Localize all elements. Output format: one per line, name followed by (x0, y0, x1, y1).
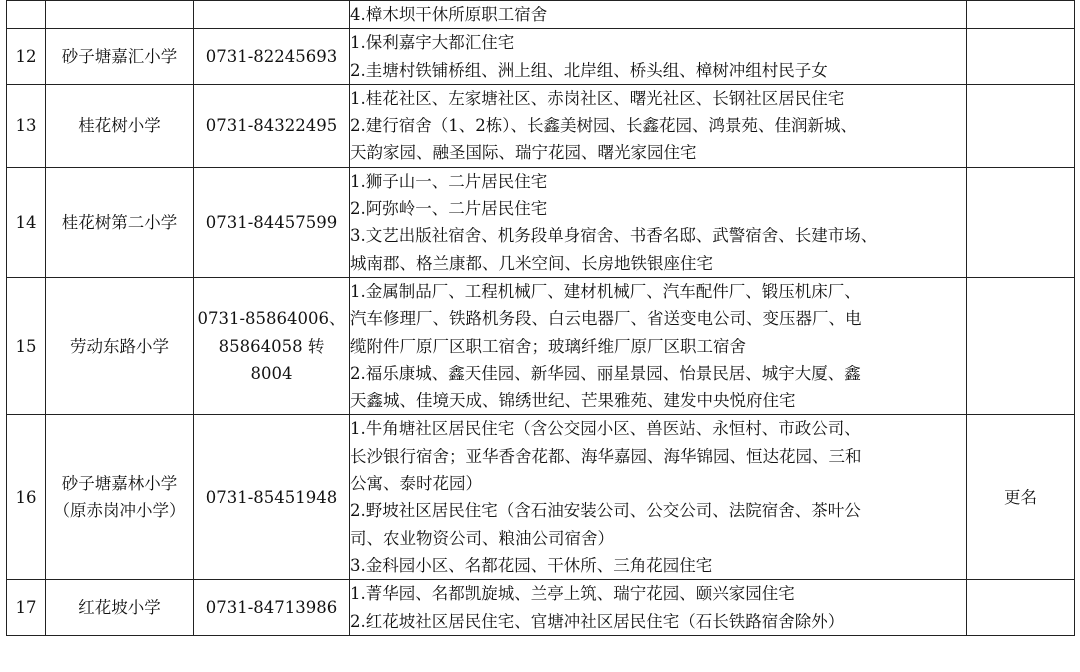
phone-line: 0731-84713986 (205, 597, 338, 617)
table-row-continuation (7, 1, 1075, 29)
phone-line: 8004 (250, 363, 293, 383)
table-body (7, 1, 1075, 636)
note-cell (967, 167, 1075, 277)
note-cell (967, 580, 1075, 636)
table-row-14 (7, 167, 1075, 277)
table-row-17 (7, 580, 1075, 636)
school-name-cell: 桂花树小学 (46, 84, 194, 167)
phone-cell (194, 167, 350, 277)
area-line: 1.金属制品厂、工程机械厂、建材机械厂、汽车配件厂、锻压机床厂、 (350, 281, 861, 301)
area-line: 2.阿弥岭一、二片居民住宅 (350, 199, 548, 219)
row-number-cell: 17 (7, 580, 46, 636)
phone-line: 0731-84457599 (205, 212, 338, 232)
area-line: 1.菁华园、名都凯旋城、兰亭上筑、瑞宁花园、颐兴家园住宅 (350, 584, 795, 604)
area-line: 2.红花坡社区居民住宅、官塘冲社区居民住宅（石长铁路宿舍除外） (350, 611, 845, 631)
area-cell (350, 1, 967, 29)
phone-line: 0731-85864006、 (197, 309, 346, 329)
area-line: 天鑫城、佳境天成、锦绣世纪、芒果雅苑、建发中央悦府住宅 (350, 391, 796, 411)
area-line: 3.金科园小区、名都花园、干休所、三角花园住宅 (350, 555, 713, 575)
phone-cell (194, 1, 350, 29)
area-line: 1.牛角塘社区居民住宅（含公交园小区、兽医站、永恒村、市政公司、 (350, 419, 861, 439)
area-line: 城南郡、格兰康都、几米空间、长房地铁银座住宅 (350, 253, 713, 273)
phone-cell (194, 29, 350, 85)
area-cell (350, 167, 967, 277)
row-number-cell (7, 1, 46, 29)
area-line: 长沙银行宿舍；亚华香舍花都、海华嘉园、海华锦园、恒达花园、三和 (350, 446, 862, 466)
area-cell (350, 580, 967, 636)
note-cell (967, 84, 1075, 167)
school-name-cell (46, 1, 194, 29)
phone-cell (194, 580, 350, 636)
school-name-cell: 砂子塘嘉林小学（原赤岗冲小学） (46, 415, 194, 580)
phone-cell (194, 84, 350, 167)
area-cell (350, 84, 967, 167)
area-cell (350, 415, 967, 580)
school-name-cell: 桂花树第二小学 (46, 167, 194, 277)
area-line: 2.建行宿舍（1、2栋）、长鑫美树园、长鑫花园、鸿景苑、佳润新城、 (350, 116, 857, 136)
row-number-cell: 14 (7, 167, 46, 277)
phone-cell (194, 277, 350, 414)
area-line: 1.狮子山一、二片居民住宅 (350, 171, 548, 191)
area-line: 4.樟木坝干休所原职工宿舍 (350, 5, 548, 24)
phone-line: 0731-85451948 (205, 487, 338, 507)
school-name-cell: 红花坡小学 (46, 580, 194, 636)
row-number-cell: 15 (7, 277, 46, 414)
area-line: 缆附件厂原厂区职工宿舍；玻璃纤维厂原厂区职工宿舍 (350, 336, 746, 356)
table-row-15 (7, 277, 1075, 414)
table-row-13 (7, 84, 1075, 167)
school-name-cell: 砂子塘嘉汇小学 (46, 29, 194, 85)
phone-line: 0731-84322495 (205, 116, 338, 136)
enrollment-zone-table (6, 0, 1075, 636)
note-cell: 更名 (967, 415, 1075, 580)
area-line: 公寓、泰时花园） (350, 474, 482, 494)
area-line: 2.圭塘村铁铺桥组、洲上组、北岸组、桥头组、樟树冲组村民子女 (350, 60, 828, 80)
phone-line: 85864058 转 (218, 336, 325, 356)
area-cell (350, 277, 967, 414)
area-line: 1.保利嘉宇大都汇住宅 (350, 33, 515, 53)
area-line: 天韵家园、融圣国际、瑞宁花园、曙光家园住宅 (350, 143, 697, 163)
area-line: 司、农业物资公司、粮油公司宿舍） (350, 528, 614, 548)
table-row-12 (7, 29, 1075, 85)
table-row-16 (7, 415, 1075, 580)
note-cell (967, 1, 1075, 29)
school-name-cell: 劳动东路小学 (46, 277, 194, 414)
phone-cell (194, 415, 350, 580)
row-number-cell: 12 (7, 29, 46, 85)
note-cell (967, 277, 1075, 414)
row-number-cell: 16 (7, 415, 46, 580)
area-line: 2.福乐康城、鑫天佳园、新华园、丽星景园、怡景民居、城宇大厦、鑫 (350, 363, 861, 383)
row-number-cell: 13 (7, 84, 46, 167)
note-cell (967, 29, 1075, 85)
area-line: 1.桂花社区、左家塘社区、赤岗社区、曙光社区、长钢社区居民住宅 (350, 88, 845, 108)
phone-line: 0731-82245693 (205, 46, 338, 66)
area-line: 汽车修理厂、铁路机务段、白云电器厂、省送变电公司、变压器厂、电 (350, 309, 862, 329)
area-line: 2.野坡社区居民住宅（含石油安装公司、公交公司、法院宿舍、茶叶公 (350, 501, 861, 521)
area-cell (350, 29, 967, 85)
area-line: 3.文艺出版社宿舍、机务段单身宿舍、书香名邸、武警宿舍、长建市场、 (350, 226, 878, 246)
